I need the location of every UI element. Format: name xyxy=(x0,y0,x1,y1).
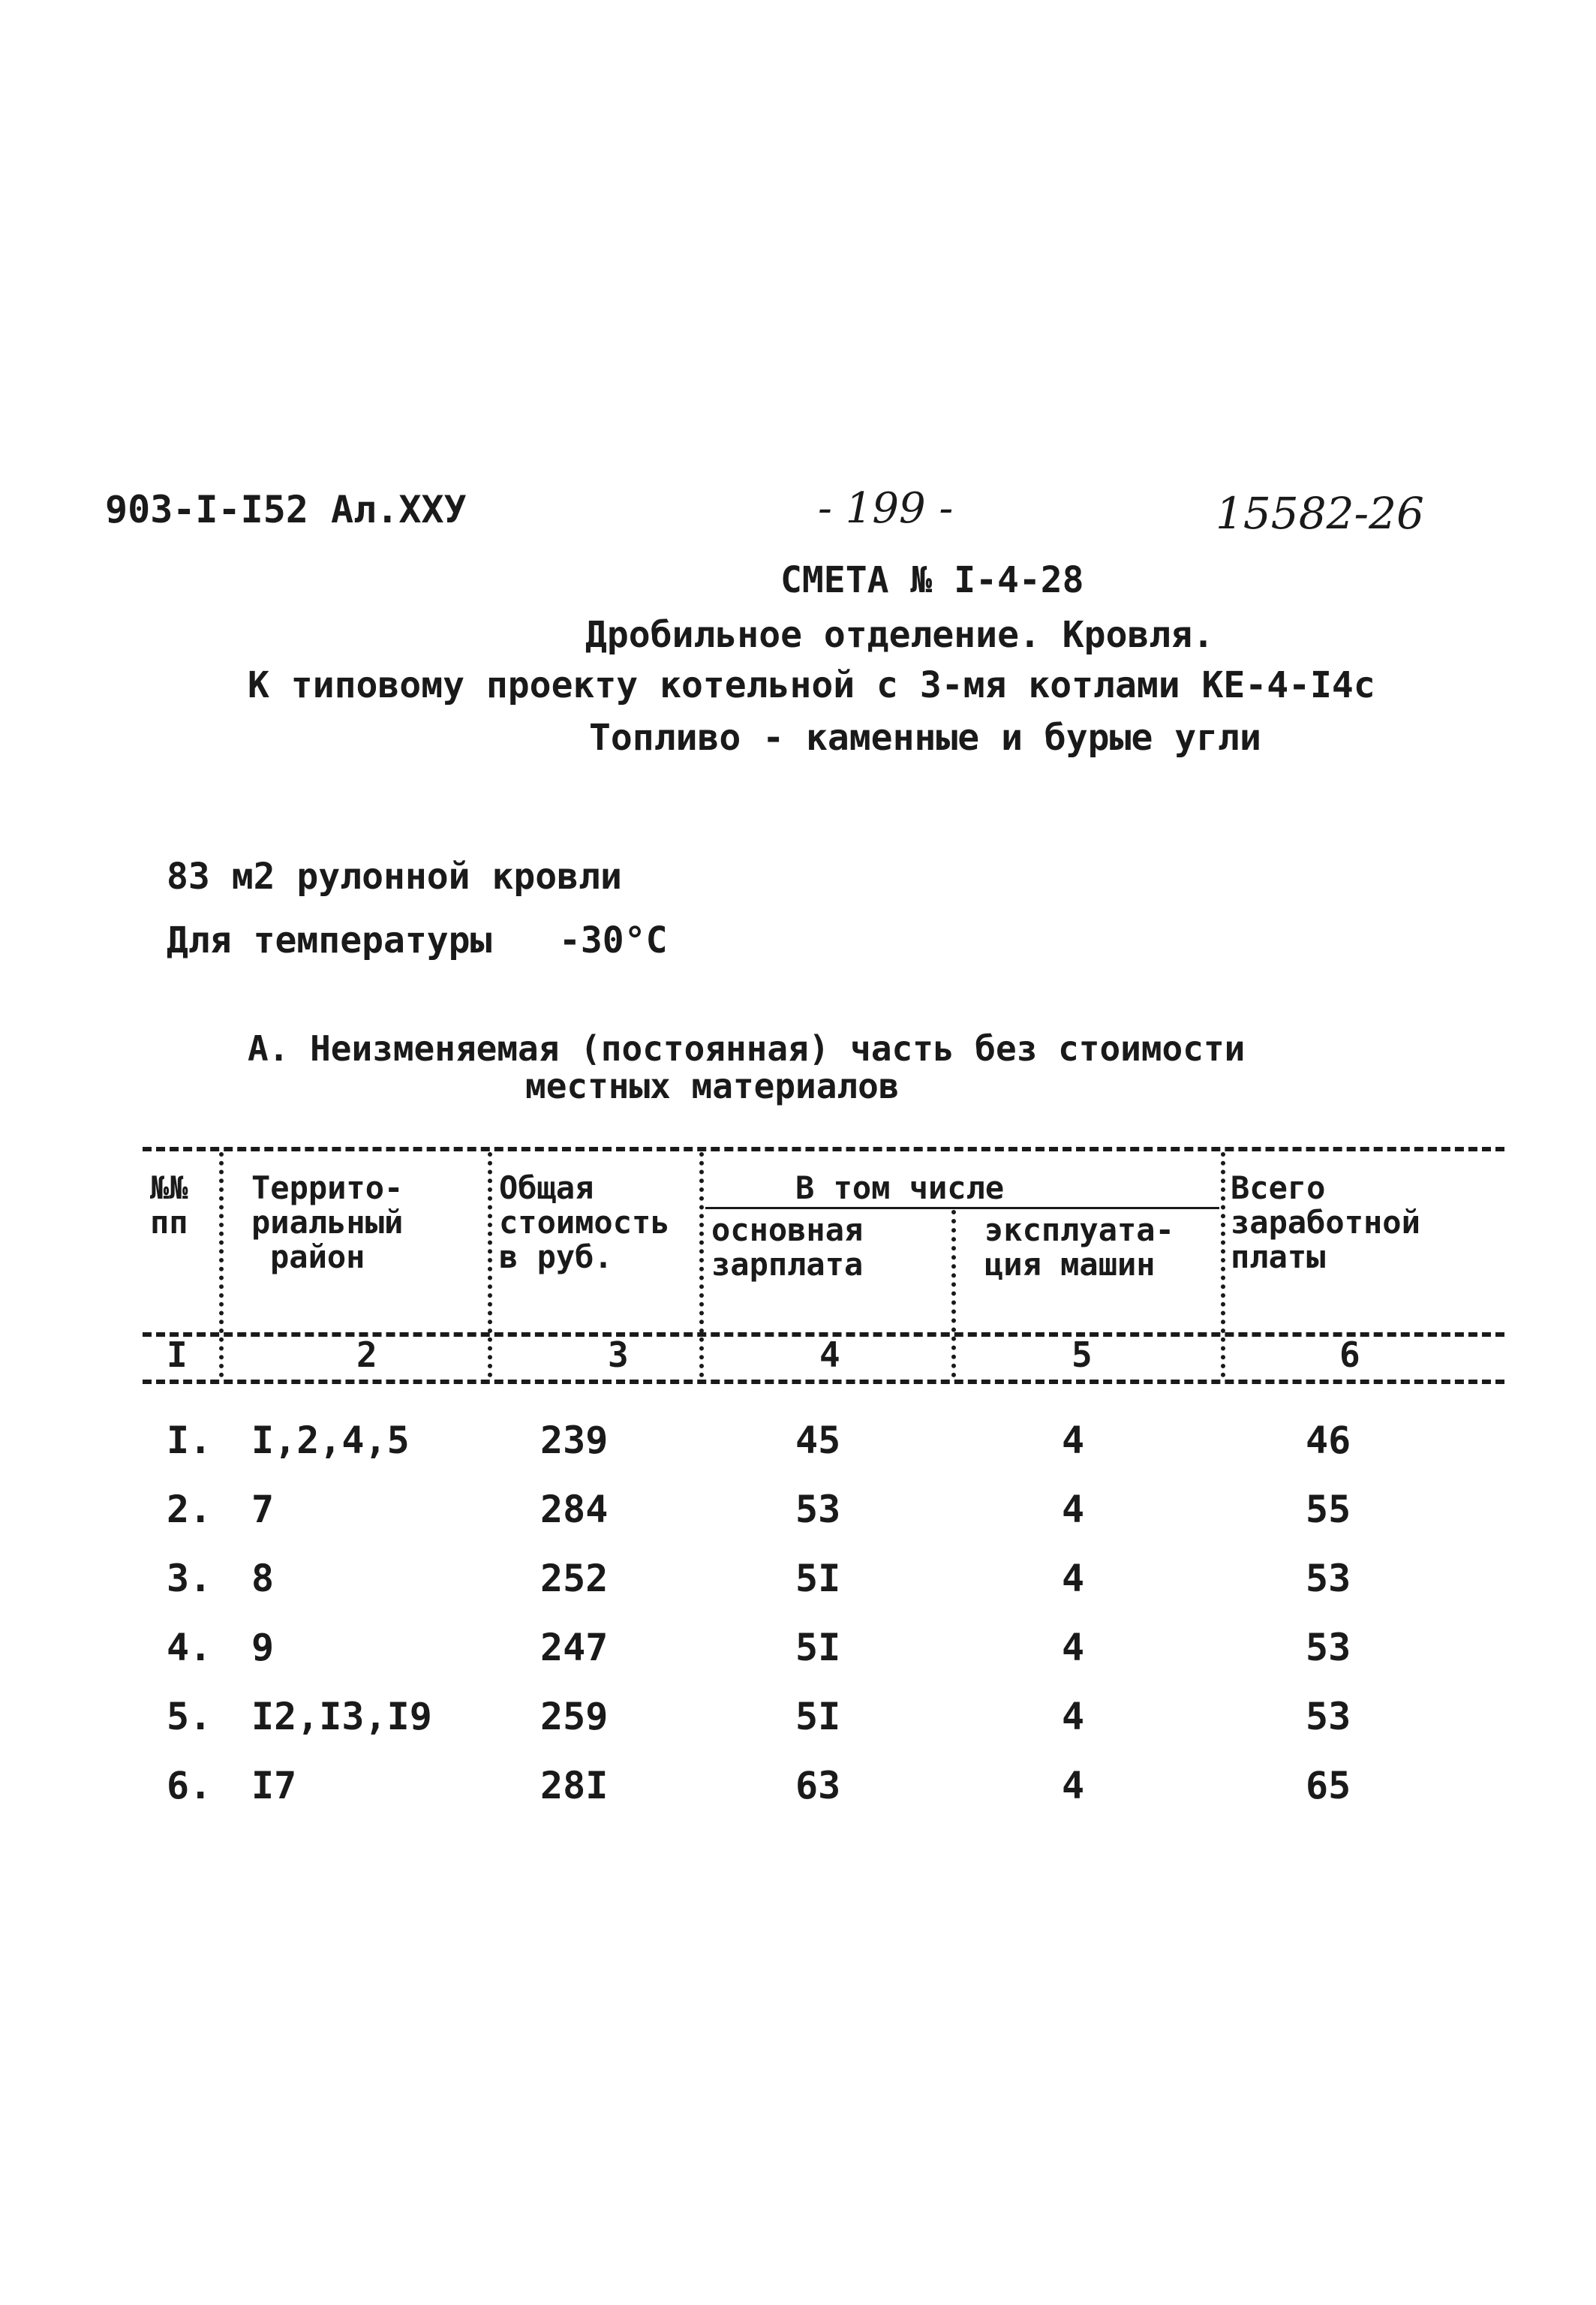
row-num: 5. xyxy=(167,1695,212,1738)
column-separator xyxy=(1221,1152,1225,1377)
header-including: В том числе xyxy=(795,1169,1005,1206)
row-machines: 4 xyxy=(1062,1557,1085,1600)
row-cost: 28I xyxy=(540,1764,609,1807)
row-basic: 63 xyxy=(795,1764,841,1807)
row-total: 46 xyxy=(1306,1419,1351,1462)
header-district-line1: Террито- xyxy=(251,1169,404,1206)
row-machines: 4 xyxy=(1062,1488,1085,1531)
row-district: 7 xyxy=(251,1488,275,1531)
row-cost: 284 xyxy=(540,1488,609,1531)
row-district: I,2,4,5 xyxy=(251,1419,410,1462)
header-total-line1: Всего xyxy=(1231,1169,1326,1206)
archive-number: 15582-26 xyxy=(1216,488,1424,539)
header-basic-line1: основная xyxy=(711,1211,864,1248)
header-basic-line2: зарплата xyxy=(711,1246,864,1283)
temperature-label: Для температуры xyxy=(167,919,492,961)
row-num: 2. xyxy=(167,1488,212,1531)
row-district: 9 xyxy=(251,1626,275,1669)
column-number: I xyxy=(167,1335,188,1375)
estimate-subtitle: Дробильное отделение. Кровля. xyxy=(585,614,1215,656)
header-district-line3: район xyxy=(270,1238,365,1275)
header-cost-line2: стоимость xyxy=(499,1204,670,1241)
estimate-title: СМЕТА № I-4-28 xyxy=(780,559,1084,601)
row-num: 3. xyxy=(167,1557,212,1600)
header-num-line1: №№ xyxy=(150,1169,188,1206)
page-number: - 199 - xyxy=(818,484,954,533)
column-number: 2 xyxy=(356,1335,377,1375)
row-cost: 247 xyxy=(540,1626,609,1669)
row-basic: 5I xyxy=(795,1695,841,1738)
header-num-line2: пп xyxy=(150,1204,188,1241)
row-total: 53 xyxy=(1306,1695,1351,1738)
including-underline xyxy=(705,1207,1219,1209)
row-basic: 53 xyxy=(795,1488,841,1531)
section-title: А. Неизменяемая (постоянная) часть без стоимости xyxy=(248,1028,1246,1069)
row-cost: 252 xyxy=(540,1557,609,1600)
row-machines: 4 xyxy=(1062,1764,1085,1807)
column-number: 5 xyxy=(1072,1335,1093,1375)
column-number: 3 xyxy=(608,1335,629,1375)
estimate-fuel: Топливо - каменные и бурые угли xyxy=(589,717,1261,759)
row-district: I2,I3,I9 xyxy=(251,1695,432,1738)
row-cost: 239 xyxy=(540,1419,609,1462)
row-machines: 4 xyxy=(1062,1626,1085,1669)
column-number: 6 xyxy=(1339,1335,1360,1375)
row-cost: 259 xyxy=(540,1695,609,1738)
row-total: 65 xyxy=(1306,1764,1351,1807)
table-top-rule xyxy=(143,1147,1504,1151)
column-separator xyxy=(219,1152,224,1377)
row-machines: 4 xyxy=(1062,1695,1085,1738)
header-machines-line2: ция машин xyxy=(984,1246,1156,1283)
roof-area: 83 м2 рулонной кровли xyxy=(167,856,622,898)
header-machines-line1: эксплуата- xyxy=(984,1211,1174,1248)
table-colnum-rule xyxy=(143,1380,1504,1384)
column-separator xyxy=(488,1152,492,1377)
section-subtitle: местных материалов xyxy=(525,1066,900,1106)
temperature-value: -30°С xyxy=(559,919,668,961)
header-cost-line3: в руб. xyxy=(499,1238,613,1275)
header-total-line2: заработной xyxy=(1231,1204,1420,1241)
row-total: 53 xyxy=(1306,1557,1351,1600)
row-basic: 5I xyxy=(795,1557,841,1600)
column-separator xyxy=(951,1210,956,1377)
row-machines: 4 xyxy=(1062,1419,1085,1462)
row-district: 8 xyxy=(251,1557,275,1600)
header-district-line2: риальный xyxy=(251,1204,404,1241)
header-total-line3: платы xyxy=(1231,1238,1326,1275)
row-basic: 45 xyxy=(795,1419,841,1462)
column-number: 4 xyxy=(819,1335,840,1375)
column-separator xyxy=(699,1152,704,1377)
row-district: I7 xyxy=(251,1764,297,1807)
row-total: 53 xyxy=(1306,1626,1351,1669)
row-num: 6. xyxy=(167,1764,212,1807)
row-num: I. xyxy=(167,1419,212,1462)
document-code: 903-I-I52 Ал.XXУ xyxy=(105,488,467,531)
row-num: 4. xyxy=(167,1626,212,1669)
estimate-project: К типовому проекту котельной с 3-мя котлами КЕ-4-I4с xyxy=(248,664,1375,706)
header-cost-line1: Общая xyxy=(499,1169,594,1206)
row-basic: 5I xyxy=(795,1626,841,1669)
row-total: 55 xyxy=(1306,1488,1351,1531)
